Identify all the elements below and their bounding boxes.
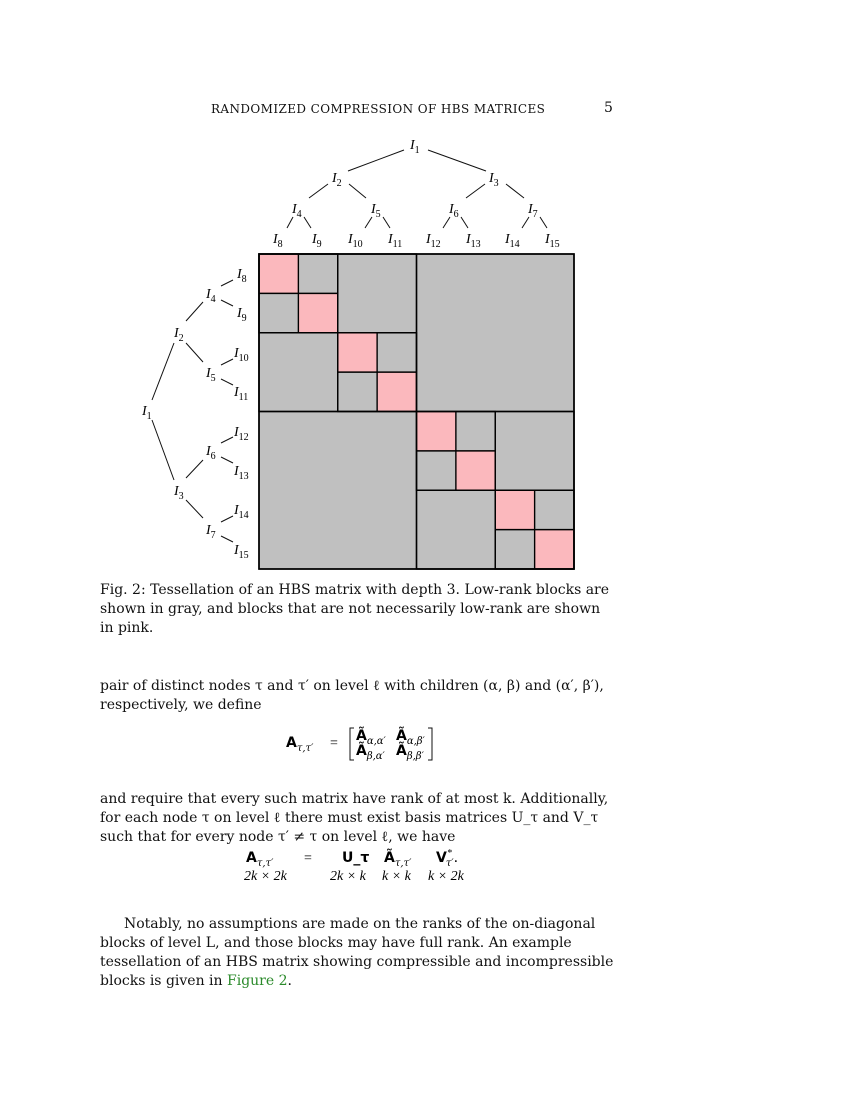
col-node-label: $I_6$ [449, 202, 459, 220]
row-node-label: $I_1$ [142, 404, 152, 422]
row-leaf-label: $I_{11}$ [234, 385, 249, 403]
fullrank-block [377, 372, 416, 411]
col-edge [466, 184, 485, 198]
eq2-equals: = [304, 851, 312, 866]
row-edge [221, 379, 233, 385]
figure-caption: Fig. 2: Tessellation of an HBS matrix with depth 3. Low-rank blocks are shown in gray, and blocks that are not necessarily low-rank are shown in pink. [100, 582, 610, 636]
paragraph-3-text: Notably, no assumptions are made on the ranks of the on-diagonal blocks of level L, and those blocks may have full rank. An example tessellation of an HBS matrix showing compressible and incompressible blocks is given in [100, 916, 614, 989]
col-edge [287, 217, 293, 228]
row-node-label: $I_5$ [206, 366, 216, 384]
eq1-m12: $Ã_{\alpha,\beta'}$ [396, 728, 425, 747]
eq1-m21: $Ã_{\beta,\alpha'}$ [356, 743, 385, 762]
col-edge [383, 217, 390, 228]
fullrank-block [535, 530, 574, 569]
eq2-t1-dim: 2k × k [330, 869, 366, 884]
col-edge [309, 184, 328, 198]
col-edge [348, 150, 404, 171]
col-node-label: $I_4$ [292, 202, 302, 220]
col-leaf-label: $I_{13}$ [466, 232, 481, 250]
row-edge [186, 460, 203, 478]
eq2-t1: U_τ [342, 850, 370, 866]
paragraph-2-text: and require that every such matrix have rank of at most k. Additionally, for each node τ on level ℓ there must exist basis matrices U_τ and V_τ such that for every node τ′ ≠ τ on level ℓ, we have [100, 791, 609, 845]
row-edge [221, 516, 233, 522]
paragraph-3 [100, 915, 615, 991]
running-header: RANDOMIZED COMPRESSION OF HBS MATRICES [211, 102, 546, 116]
eq1-m22: $Ã_{\beta,\beta'}$ [396, 743, 424, 762]
row-leaf-label: $I_{12}$ [234, 425, 249, 443]
col-leaf-label: $I_8$ [273, 232, 283, 250]
col-node-label: $I_2$ [332, 171, 342, 189]
col-node-label: $I_3$ [489, 171, 499, 189]
row-node-label: $I_2$ [174, 326, 184, 344]
fullrank-block [495, 490, 534, 529]
eq2-t3-dim: k × 2k [428, 869, 464, 884]
col-node-label: $I_5$ [371, 202, 381, 220]
fullrank-block [298, 293, 337, 332]
row-edge [221, 457, 233, 463]
paragraph-1 [100, 677, 615, 715]
col-leaf-label: $I_{12}$ [426, 232, 441, 250]
fullrank-block [259, 254, 298, 293]
column-tree-edges [287, 150, 547, 228]
eq2-lhs: $A_{\tau,\tau'}$ [246, 850, 274, 869]
eq1-m11: $Ã_{\alpha,\alpha'}$ [356, 728, 386, 747]
paragraph-2 [100, 790, 615, 847]
eq2-lhs-dim: 2k × 2k [244, 869, 287, 884]
col-leaf-label: $I_{11}$ [388, 232, 403, 250]
fullrank-block [456, 451, 495, 490]
row-node-label: $I_4$ [206, 287, 216, 305]
eq1-lhs: $A_{\tau,\tau'}$ [286, 735, 314, 754]
row-edge [221, 437, 233, 443]
col-edge [461, 217, 468, 228]
row-edge [186, 302, 203, 321]
paragraph-3-end: . [287, 973, 292, 989]
col-edge [304, 217, 311, 228]
row-edge [221, 536, 233, 542]
col-leaf-label: $I_{15}$ [545, 232, 560, 250]
row-edge [186, 343, 203, 362]
eq2-t2-dim: k × k [382, 869, 411, 884]
col-node-label: $I_7$ [528, 202, 538, 220]
col-edge [349, 184, 366, 198]
col-node-label: $I_1$ [410, 138, 420, 156]
row-edge [152, 420, 174, 480]
row-leaf-label: $I_{10}$ [234, 346, 249, 364]
col-leaf-label: $I_{10}$ [348, 232, 363, 250]
row-edge [221, 280, 233, 286]
col-leaf-label: $I_9$ [312, 232, 322, 250]
row-leaf-label: $I_{15}$ [234, 543, 249, 561]
row-node-label: $I_3$ [174, 484, 184, 502]
equation-1 [250, 724, 510, 764]
fullrank-block [338, 333, 377, 372]
row-node-label: $I_7$ [206, 523, 216, 541]
col-leaf-label: $I_{14}$ [505, 232, 520, 250]
eq1-left-bracket [350, 728, 354, 760]
row-leaf-label: $I_{14}$ [234, 503, 249, 521]
row-edge [221, 300, 233, 306]
row-leaf-label: $I_{13}$ [234, 464, 249, 482]
hbs-matrix [259, 254, 574, 569]
row-edge [221, 359, 233, 365]
page-number: 5 [604, 100, 613, 116]
row-leaf-label: $I_9$ [237, 306, 247, 324]
row-node-label: $I_6$ [206, 444, 216, 462]
col-edge [365, 217, 372, 228]
col-edge [506, 184, 524, 198]
row-leaf-label: $I_8$ [237, 267, 247, 285]
row-edge [152, 343, 174, 400]
equation-2 [230, 846, 490, 890]
paragraph-1-text: pair of distinct nodes τ and τ′ on level ℓ with children (α, β) and (α′, β′), respectively, we define [100, 678, 604, 713]
figure-2-link[interactable]: Figure 2 [227, 973, 288, 989]
row-edge [186, 500, 203, 518]
col-edge [443, 217, 450, 228]
fullrank-block [417, 412, 456, 451]
eq1-right-bracket [428, 728, 432, 760]
col-edge [540, 217, 547, 228]
col-edge [428, 150, 486, 171]
col-edge [522, 217, 529, 228]
eq1-equals: = [330, 736, 338, 751]
eq2-t2: $Ã_{\tau,\tau'}$ [384, 850, 412, 869]
row-tree-edges [152, 280, 233, 542]
eq2-t3: V* τ′. [436, 848, 459, 869]
